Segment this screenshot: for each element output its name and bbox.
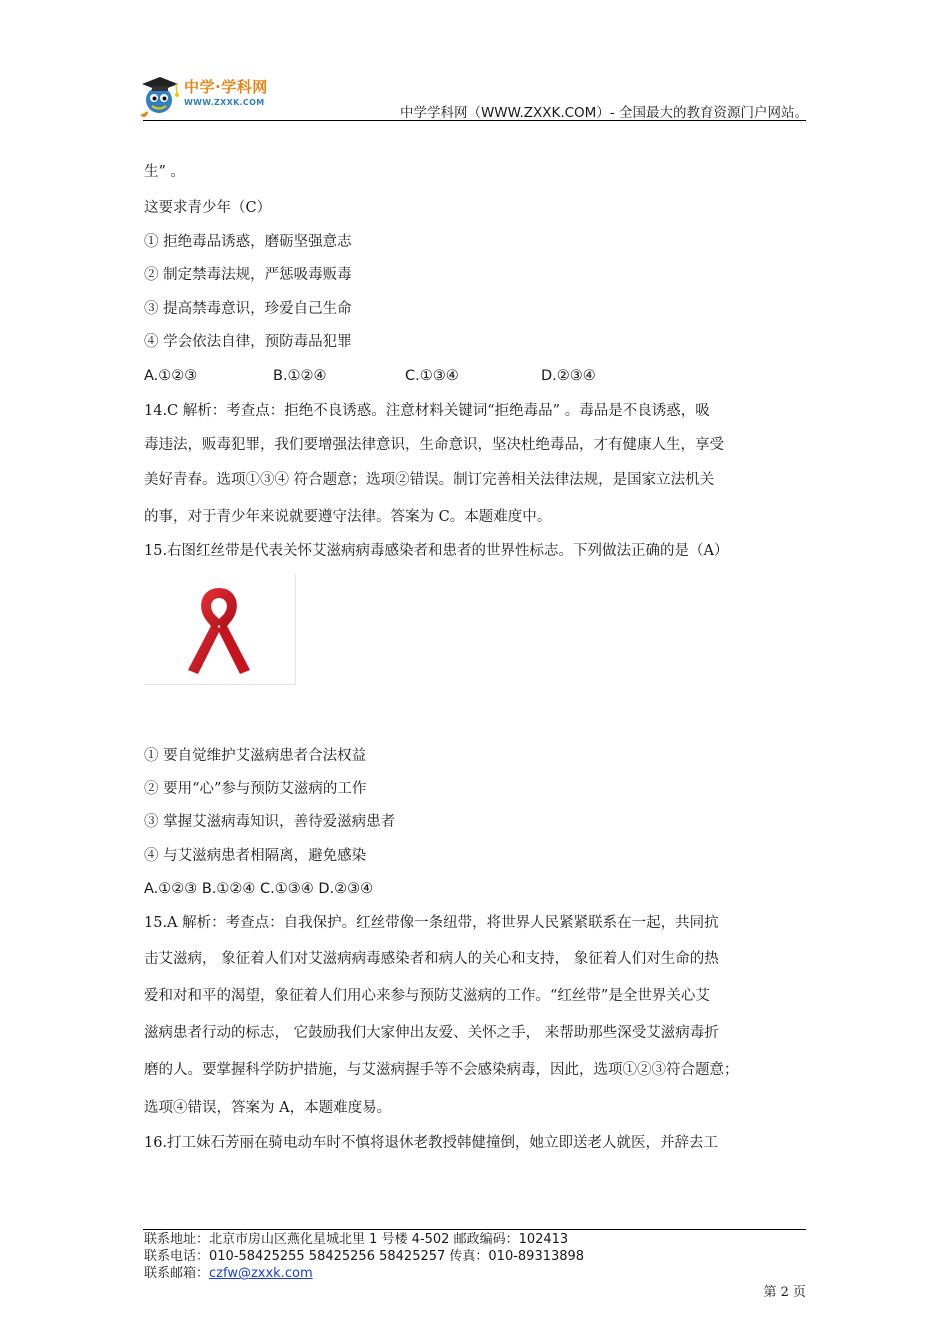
choice-c: C.①③④: [405, 368, 459, 384]
choice-d: D.②③④: [541, 368, 596, 384]
footer-email-link[interactable]: czfw@zxxk.com: [209, 1266, 313, 1281]
analysis-line: 爱和对和平的渴望，象征着人们用心来参与预防艾滋病的工作。“红丝带”是全世界关心艾: [144, 988, 710, 1004]
text-line: 生” 。: [144, 164, 186, 180]
analysis-line: 选项④错误，答案为 A，本题难度易。: [144, 1100, 392, 1116]
text-line: 这要求青少年（C）: [144, 200, 272, 216]
analysis-line: 滋病患者行动的标志， 它鼓励我们大家伸出友爱、关怀之手， 来帮助那些深受艾滋病毒折: [144, 1025, 719, 1041]
option-line: ③ 掌握艾滋病毒知识，善待爱滋病患者: [144, 814, 396, 830]
choice-b: B.①②④: [273, 368, 327, 384]
analysis-line: 的事，对于青少年来说就要遵守法律。答案为 C。本题难度中。: [144, 509, 552, 525]
analysis-line: 毒违法，贩毒犯罪，我们要增强法律意识，生命意识，坚决杜绝毒品，才有健康人生，享受: [144, 437, 724, 453]
question-15: 15.右图红丝带是代表关怀艾滋病病毒感染者和患者的世界性标志。下列做法正确的是（A）: [144, 543, 729, 559]
analysis-line: 磨的人。要掌握科学防护措施，与艾滋病握手等不会感染病毒，因此，选项①②③符合题意；: [144, 1062, 739, 1078]
footer-address: 联系地址：北京市房山区燕化星城北里 1 号楼 4-502 邮政编码：102413: [144, 1232, 569, 1247]
choice-a: A.①②③: [144, 368, 198, 384]
analysis-line: 击艾滋病， 象征着人们对艾滋病病毒感染者和病人的关心和支持， 象征着人们对生命的热: [144, 951, 719, 967]
footer-email-label: 联系邮箱：: [144, 1266, 210, 1281]
red-ribbon-icon: [144, 574, 295, 684]
choices-15: A.①②③ B.①②④ C.①③④ D.②③④: [144, 881, 374, 897]
graduation-cap-mascot-icon: [140, 74, 182, 118]
analysis-line: 15.A 解析：考查点：自我保护。红丝带像一条纽带，将世界人民紧紧联系在一起，共同抗: [144, 915, 719, 931]
footer-email-row: [144, 1266, 313, 1282]
analysis-line: 美好青春。选项①③④ 符合题意；选项②错误。制订完善相关法律法规，是国家立法机关: [144, 472, 715, 488]
header-site-text: 中学学科网（WWW.ZXXK.COM）- 全国最大的教育资源门户网站。: [399, 105, 808, 121]
site-logo: [140, 74, 290, 118]
logo-title: 中学·学科网: [184, 78, 268, 96]
option-line: ④ 与艾滋病患者相隔离，避免感染: [144, 848, 367, 864]
logo-url: WWW.ZXXK.COM: [184, 98, 265, 107]
option-line: ② 要用“心”参与预防艾滋病的工作: [144, 781, 367, 797]
option-line: ② 制定禁毒法规，严惩吸毒贩毒: [144, 267, 352, 283]
footer-phone: 联系电话：010-58425255 58425256 58425257 传真：010-89313898: [144, 1249, 585, 1264]
question-16: 16.打工妹石芳丽在骑电动车时不慎将退休老教授韩健撞倒，她立即送老人就医，并辞去工: [144, 1135, 719, 1151]
option-line: ④ 学会依法自律，预防毒品犯罪: [144, 334, 352, 350]
option-line: ① 拒绝毒品诱惑，磨砺坚强意志: [144, 234, 352, 250]
footer-divider: [143, 1229, 806, 1230]
header-divider: [143, 120, 806, 121]
option-line: ① 要自觉维护艾滋病患者合法权益: [144, 748, 367, 764]
analysis-line: 14.C 解析：考查点：拒绝不良诱惑。注意材料关键词“拒绝毒品” 。毒品是不良诱惑，吸: [144, 403, 710, 419]
red-ribbon-image: [144, 574, 296, 685]
page-number: 第 2 页: [763, 1285, 806, 1300]
option-line: ③ 提高禁毒意识，珍爱自己生命: [144, 301, 352, 317]
